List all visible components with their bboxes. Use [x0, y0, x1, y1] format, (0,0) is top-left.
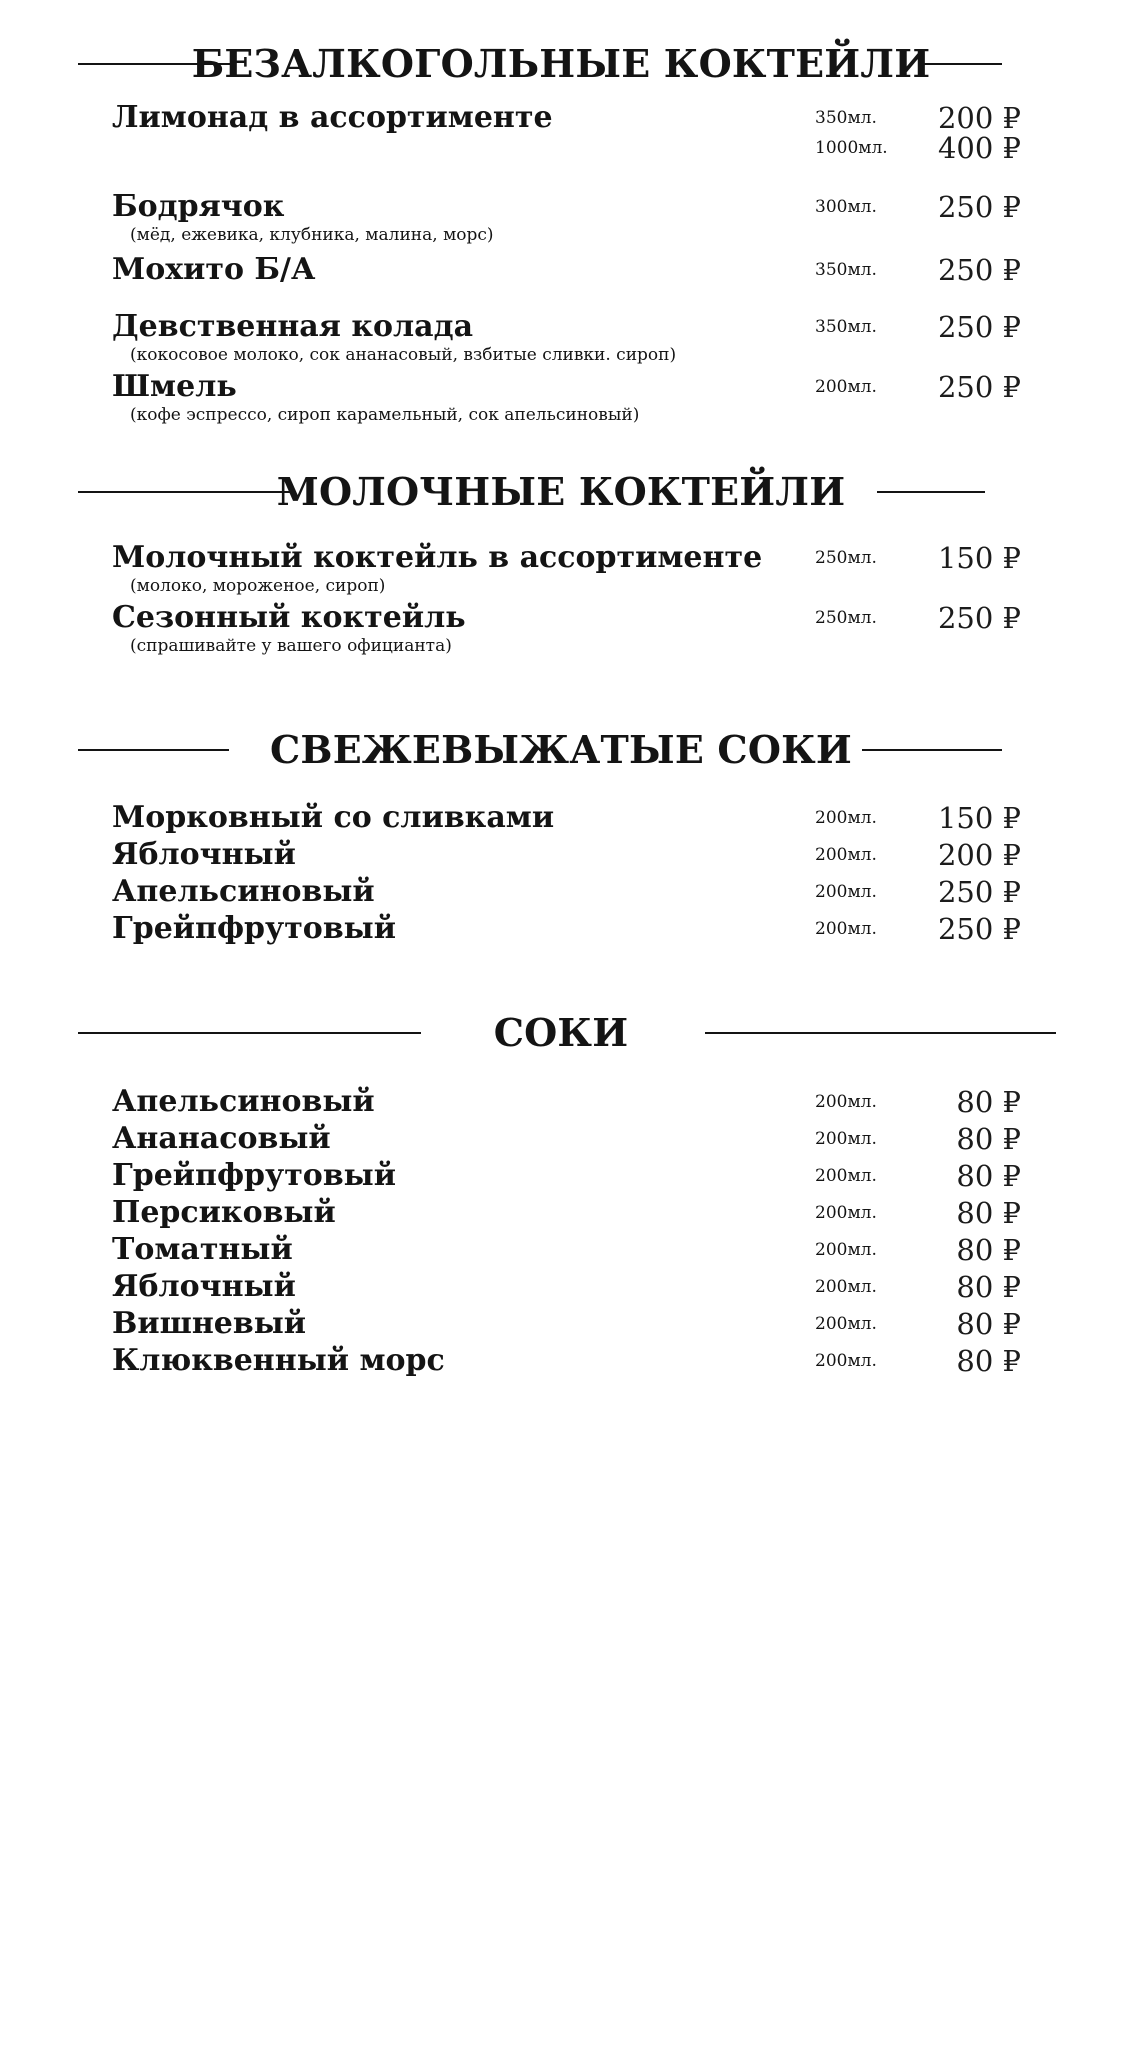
- item-variant: [0, 101, 1122, 135]
- item-price: 250 ₽: [937, 912, 1021, 946]
- item-name: Сезонный коктейль: [112, 600, 466, 635]
- item-variant: [0, 838, 1122, 872]
- item-variant: [0, 1344, 1122, 1378]
- item-volume: 200мл.: [815, 1351, 877, 1371]
- item-price: 80 ₽: [956, 1344, 1021, 1378]
- section-title: СОКИ: [493, 1010, 629, 1055]
- item-volume: 200мл.: [815, 1203, 877, 1223]
- item-price: 250 ₽: [937, 190, 1021, 224]
- item-description: (кокосовое молоко, сок ананасовый, взбитые сливки. сироп): [130, 345, 677, 365]
- item-volume: 200мл.: [815, 377, 877, 397]
- item-name: Мохито Б/А: [112, 252, 316, 287]
- item-volume: 200мл.: [815, 1129, 877, 1149]
- item-volume: 200мл.: [815, 1240, 877, 1260]
- item-volume: 250мл.: [815, 608, 877, 628]
- item-name: Девственная колада: [112, 309, 474, 344]
- item-volume: 200мл.: [815, 808, 877, 828]
- section-title: БЕЗАЛКОГОЛЬНЫЕ КОКТЕЙЛИ: [191, 41, 931, 86]
- section-header-row: [0, 1003, 1122, 1063]
- item-volume: 200мл.: [815, 919, 877, 939]
- item-price: 250 ₽: [937, 370, 1021, 404]
- section-header: [0, 34, 1122, 94]
- item-price: 250 ₽: [937, 310, 1021, 344]
- item-name: Грейпфрутовый: [112, 911, 396, 946]
- item-volume: 350мл.: [815, 317, 877, 337]
- item-name: Апельсиновый: [112, 874, 375, 909]
- item-variant: [0, 1085, 1122, 1119]
- item-variant: [0, 1159, 1122, 1193]
- item-price: 150 ₽: [937, 541, 1021, 575]
- item-volume: 200мл.: [815, 882, 877, 902]
- item-variant: [0, 1307, 1122, 1341]
- item-description: (молоко, мороженое, сироп): [130, 576, 386, 596]
- item-volume: 200мл.: [815, 1314, 877, 1334]
- item-variant: [0, 601, 1122, 635]
- item-name: Яблочный: [112, 1269, 296, 1304]
- item-description: (мёд, ежевика, клубника, малина, морс): [130, 225, 494, 245]
- item-name: Клюквенный морс: [112, 1343, 445, 1378]
- item-variant: [0, 875, 1122, 909]
- item-variant: [0, 1122, 1122, 1156]
- item-name: Молочный коктейль в ассортименте: [112, 540, 763, 575]
- item-price: 250 ₽: [937, 253, 1021, 287]
- section-header: [0, 462, 1122, 522]
- item-variant: [0, 310, 1122, 344]
- item-volume: 350мл.: [815, 108, 877, 128]
- item-name: Шмель: [112, 369, 237, 404]
- item-price: 80 ₽: [956, 1307, 1021, 1341]
- section-header: [0, 720, 1122, 780]
- item-variant: [0, 131, 1122, 165]
- item-variant: [0, 801, 1122, 835]
- section-header: [0, 1003, 1122, 1063]
- item-price: 250 ₽: [937, 601, 1021, 635]
- item-name: Бодрячок: [112, 189, 285, 224]
- item-variant: [0, 912, 1122, 946]
- item-name: Апельсиновый: [112, 1084, 375, 1119]
- item-volume: 1000мл.: [815, 138, 888, 158]
- item-price: 250 ₽: [937, 875, 1021, 909]
- item-variant: [0, 1233, 1122, 1267]
- item-name: Грейпфрутовый: [112, 1158, 396, 1193]
- item-price: 80 ₽: [956, 1233, 1021, 1267]
- item-name: Яблочный: [112, 837, 296, 872]
- item-volume: 200мл.: [815, 1092, 877, 1112]
- item-price: 200 ₽: [937, 101, 1021, 135]
- section-title: МОЛОЧНЫЕ КОКТЕЙЛИ: [276, 469, 846, 514]
- item-description: (спрашивайте у вашего официанта): [130, 636, 452, 656]
- item-name: Ананасовый: [112, 1121, 331, 1156]
- item-price: 80 ₽: [956, 1159, 1021, 1193]
- item-variant: [0, 253, 1122, 287]
- item-name: Томатный: [112, 1232, 293, 1267]
- item-variant: [0, 1270, 1122, 1304]
- item-volume: 200мл.: [815, 1277, 877, 1297]
- item-price: 400 ₽: [937, 131, 1021, 165]
- item-volume: 350мл.: [815, 260, 877, 280]
- item-price: 80 ₽: [956, 1196, 1021, 1230]
- item-volume: 200мл.: [815, 1166, 877, 1186]
- item-name: Морковный со сливками: [112, 800, 555, 835]
- item-price: 80 ₽: [956, 1122, 1021, 1156]
- item-volume: 250мл.: [815, 548, 877, 568]
- item-name: Персиковый: [112, 1195, 336, 1230]
- item-price: 80 ₽: [956, 1085, 1021, 1119]
- item-variant: [0, 370, 1122, 404]
- item-description: (кофе эспрессо, сироп карамельный, сок апельсиновый): [130, 405, 640, 425]
- item-name: Лимонад в ассортименте: [112, 100, 553, 135]
- section-header-row: [0, 462, 1122, 522]
- section-header-row: [0, 720, 1122, 780]
- item-volume: 200мл.: [815, 845, 877, 865]
- item-name: Вишневый: [112, 1306, 307, 1341]
- item-variant: [0, 1196, 1122, 1230]
- item-variant: [0, 541, 1122, 575]
- section-title: СВЕЖЕВЫЖАТЫЕ СОКИ: [269, 727, 853, 772]
- item-price: 150 ₽: [937, 801, 1021, 835]
- item-volume: 300мл.: [815, 197, 877, 217]
- section-header-row: [0, 34, 1122, 94]
- item-price: 80 ₽: [956, 1270, 1021, 1304]
- item-price: 200 ₽: [937, 838, 1021, 872]
- item-variant: [0, 190, 1122, 224]
